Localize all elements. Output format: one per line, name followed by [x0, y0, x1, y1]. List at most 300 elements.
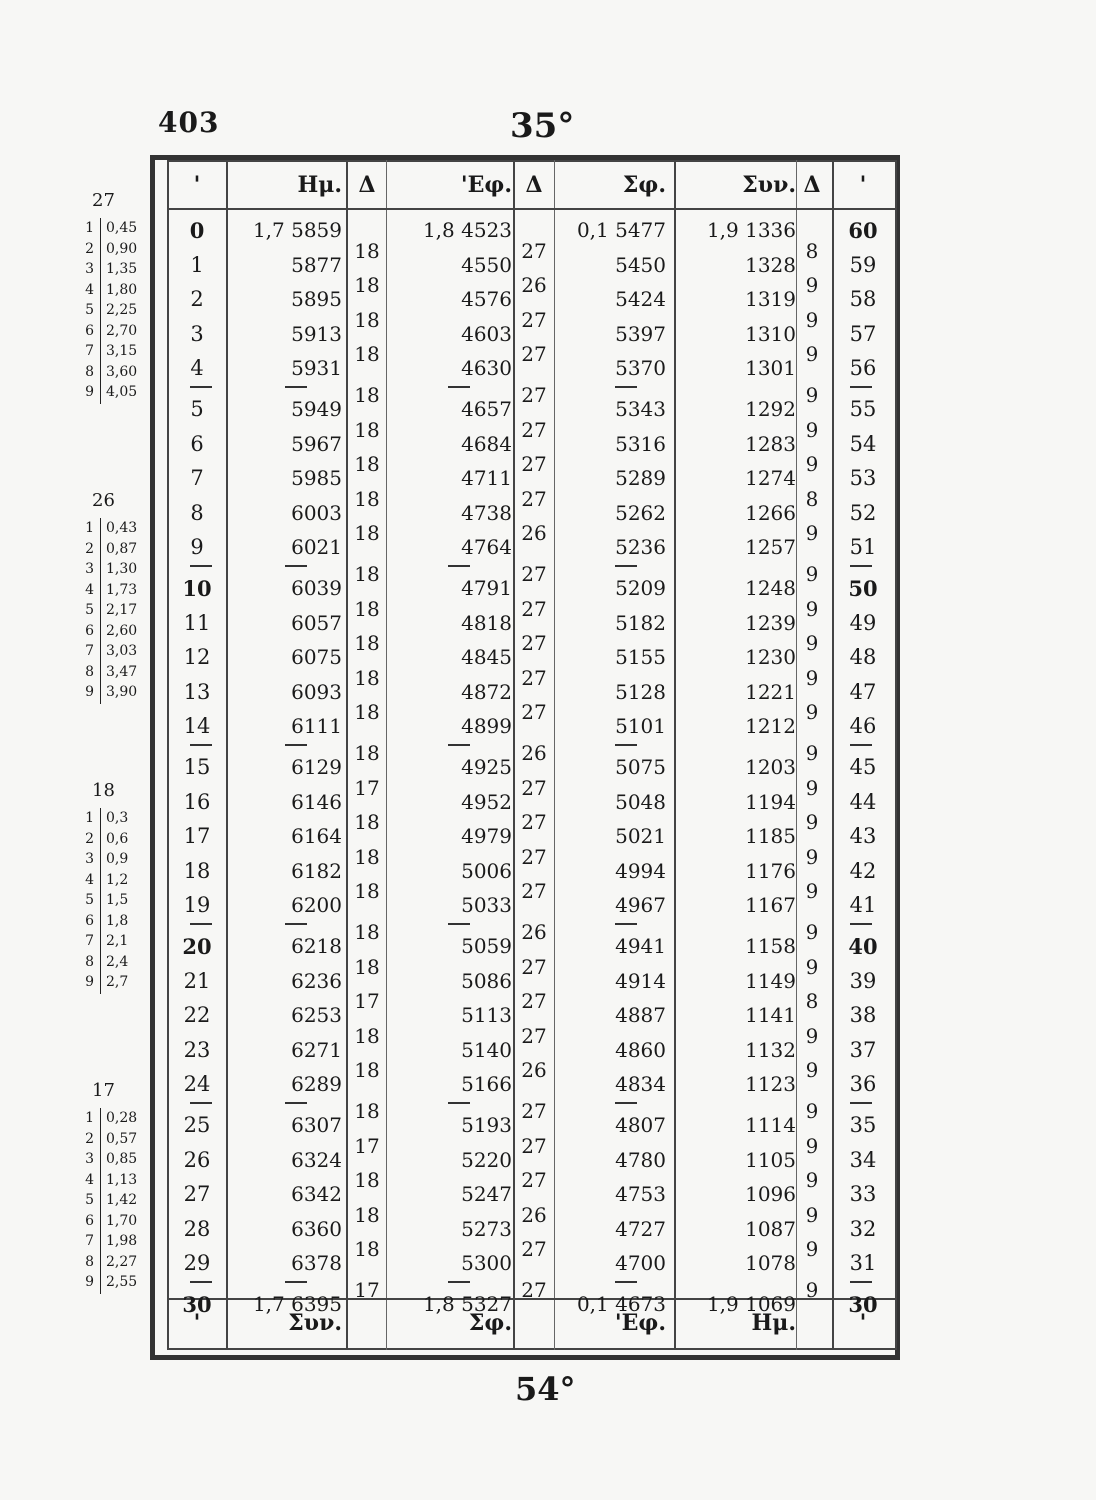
- cell-delta-1: 18: [354, 1237, 380, 1262]
- group-separator: [448, 1102, 470, 1104]
- cell-delta-2: 27: [521, 1168, 547, 1193]
- group-separator: [285, 1102, 307, 1104]
- cell-minute: 7: [190, 466, 204, 491]
- cell-syn: 1,9 1069: [706, 1292, 796, 1316]
- cell-delta-1: 18: [354, 562, 380, 586]
- cell-ef: 5247: [461, 1182, 512, 1207]
- cell-minute-right: 48: [849, 645, 877, 670]
- cell-hm: 5967: [291, 431, 342, 456]
- cell-minute-right: 39: [849, 968, 877, 993]
- cell-hm: 5931: [291, 356, 342, 381]
- cell-delta-1: 18: [354, 452, 380, 477]
- pp-digit: 6: [85, 1212, 94, 1229]
- cell-delta-1: 18: [354, 273, 380, 298]
- group-separator: [190, 386, 212, 388]
- pp-title: 17: [92, 1080, 115, 1101]
- cell-hm: 6253: [291, 1003, 342, 1028]
- group-separator: [850, 386, 872, 388]
- page-number: 403: [158, 106, 220, 139]
- cell-hm: 6378: [291, 1251, 342, 1276]
- cell-hm: 6146: [291, 789, 342, 814]
- cell-sf: 4834: [615, 1072, 666, 1097]
- group-separator: [448, 1281, 470, 1283]
- cell-minute: 29: [183, 1251, 211, 1276]
- cell-minute-right: 57: [849, 321, 877, 346]
- cell-ef: 4550: [461, 252, 512, 277]
- cell-sf: 5021: [615, 824, 666, 849]
- cell-minute: 8: [190, 500, 204, 525]
- degree-heading-bottom: 54°: [515, 1370, 576, 1408]
- cell-delta-2: 27: [521, 879, 547, 904]
- header-top-ef: 'Εφ.: [460, 172, 512, 198]
- cell-minute-right: 32: [849, 1216, 877, 1241]
- pp-value: 1,5: [106, 892, 129, 908]
- cell-delta-1: 17: [354, 989, 380, 1014]
- group-separator: [285, 1281, 307, 1283]
- pp-value: 0,6: [106, 830, 129, 847]
- pp-value: 0,90: [106, 240, 138, 257]
- cell-delta-3: 9: [805, 417, 819, 442]
- cell-delta-2: 27: [521, 562, 547, 586]
- cell-syn: 1266: [745, 500, 796, 525]
- cell-hm: 6342: [291, 1182, 342, 1207]
- cell-ef: 4764: [461, 535, 512, 560]
- cell-delta-1: 17: [354, 1133, 380, 1158]
- cell-delta-2: 27: [521, 307, 547, 332]
- pp-digit: 1: [85, 220, 94, 236]
- group-separator: [850, 565, 872, 567]
- cell-syn: 1149: [745, 968, 796, 993]
- cell-delta-2: 27: [521, 238, 547, 263]
- pp-value: 3,47: [106, 663, 138, 680]
- cell-ef: 4952: [461, 789, 512, 814]
- cell-syn: 1132: [745, 1037, 796, 1062]
- cell-minute: 25: [183, 1113, 211, 1137]
- cell-delta-1: 17: [354, 1278, 380, 1302]
- cell-delta-2: 26: [521, 1202, 547, 1227]
- cell-delta-2: 27: [521, 1023, 547, 1048]
- pp-value: 3,90: [106, 684, 138, 700]
- cell-syn: 1114: [745, 1113, 796, 1137]
- header-top-hm: Ημ.: [297, 172, 342, 198]
- cell-delta-2: 27: [521, 954, 547, 979]
- group-separator: [615, 1102, 637, 1104]
- cell-delta-3: 8: [805, 989, 819, 1014]
- group-separator: [285, 744, 307, 746]
- pp-digit: 3: [85, 261, 94, 277]
- cell-sf: 5048: [615, 789, 666, 814]
- cell-delta-3: 9: [805, 1023, 819, 1048]
- pp-divider: [100, 518, 101, 704]
- group-separator: [190, 1102, 212, 1104]
- cell-minute: 20: [182, 934, 212, 959]
- pp-digit: 5: [85, 602, 94, 618]
- cell-minute-right: 38: [849, 1003, 877, 1028]
- pp-value: 0,28: [106, 1110, 138, 1126]
- cell-delta-1: 18: [354, 238, 380, 263]
- pp-value: 3,03: [106, 643, 138, 659]
- cell-syn: 1257: [745, 535, 796, 560]
- cell-delta-2: 27: [521, 1278, 547, 1302]
- cell-sf: 5424: [615, 287, 666, 312]
- cell-syn: 1328: [745, 252, 796, 277]
- cell-sf: 4994: [615, 858, 666, 883]
- cell-minute-right: 53: [849, 466, 877, 491]
- cell-minute: 22: [183, 1003, 211, 1028]
- pp-digit: 2: [85, 830, 94, 847]
- cell-minute: 14: [183, 714, 211, 739]
- pp-title: 26: [92, 490, 115, 511]
- cell-syn: 1185: [745, 824, 796, 849]
- pp-digit: 5: [85, 892, 94, 908]
- cell-ef: 5300: [461, 1251, 512, 1276]
- pp-title: 18: [92, 780, 115, 801]
- cell-delta-1: 18: [354, 631, 380, 656]
- cell-sf: 5316: [615, 431, 666, 456]
- pp-value: 0,57: [106, 1130, 138, 1147]
- cell-delta-3: 9: [805, 383, 819, 407]
- header-top-syn: Συν.: [742, 172, 796, 198]
- pp-digit: 6: [85, 622, 94, 639]
- pp-digit: 8: [85, 663, 94, 680]
- cell-delta-3: 9: [805, 879, 819, 904]
- pp-value: 2,27: [106, 1253, 138, 1270]
- cell-delta-1: 18: [354, 1058, 380, 1083]
- pp-digit: 4: [85, 1171, 94, 1188]
- cell-ef: 1,8 5327: [422, 1292, 512, 1316]
- cell-hm: 1,7 5859: [252, 218, 342, 242]
- cell-delta-1: 18: [354, 810, 380, 835]
- header-top-sf: Σφ.: [622, 172, 666, 198]
- cell-syn: 1158: [745, 934, 796, 958]
- cell-delta-3: 9: [805, 452, 819, 477]
- cell-minute-right: 44: [849, 789, 877, 814]
- cell-syn: 1310: [745, 321, 796, 346]
- cell-sf: 4914: [615, 968, 666, 993]
- cell-delta-3: 9: [805, 1278, 819, 1302]
- cell-hm: 5949: [291, 397, 342, 421]
- cell-syn: 1239: [745, 610, 796, 635]
- cell-sf: 5182: [615, 610, 666, 635]
- cell-hm: 5985: [291, 466, 342, 491]
- cell-delta-2: 27: [521, 700, 547, 725]
- cell-hm: 6039: [291, 576, 342, 600]
- header-top-delta-2: Δ: [525, 172, 543, 198]
- cell-hm: 5877: [291, 252, 342, 277]
- cell-delta-2: 27: [521, 417, 547, 442]
- cell-hm: 6289: [291, 1072, 342, 1097]
- pp-value: 1,2: [106, 871, 129, 888]
- cell-delta-2: 27: [521, 1099, 547, 1123]
- cell-sf: 4727: [615, 1216, 666, 1241]
- cell-minute-right: 50: [848, 576, 878, 601]
- pp-value: 3,60: [106, 363, 138, 380]
- cell-sf: 4753: [615, 1182, 666, 1207]
- group-separator: [615, 923, 637, 925]
- cell-minute-right: 49: [849, 610, 877, 635]
- cell-hm: 6111: [291, 714, 342, 739]
- cell-delta-1: 18: [354, 741, 380, 765]
- cell-hm: 6200: [291, 893, 342, 918]
- cell-delta-2: 27: [521, 989, 547, 1014]
- cell-sf: 5209: [615, 576, 666, 600]
- cell-delta-2: 27: [521, 452, 547, 477]
- pp-value: 1,42: [106, 1192, 138, 1208]
- pp-value: 1,70: [106, 1212, 138, 1229]
- cell-syn: 1096: [745, 1182, 796, 1207]
- pp-value: 2,70: [106, 322, 138, 339]
- cell-hm: 6307: [291, 1113, 342, 1137]
- cell-sf: 4887: [615, 1003, 666, 1028]
- pp-digit: 2: [85, 540, 94, 557]
- cell-sf: 5370: [615, 356, 666, 381]
- cell-delta-3: 9: [805, 1099, 819, 1123]
- group-separator: [850, 1102, 872, 1104]
- pp-digit: 9: [85, 974, 94, 990]
- pp-digit: 4: [85, 871, 94, 888]
- pp-digit: 3: [85, 851, 94, 867]
- cell-minute-right: 55: [849, 397, 877, 421]
- pp-value: 2,55: [106, 1274, 138, 1290]
- pp-value: 0,9: [106, 851, 129, 867]
- cell-delta-2: 27: [521, 342, 547, 367]
- pp-digit: 3: [85, 1151, 94, 1167]
- cell-minute-right: 33: [849, 1182, 877, 1207]
- pp-divider: [100, 218, 101, 404]
- cell-delta-3: 9: [805, 273, 819, 298]
- header-bottom-sf: 'Εφ.: [614, 1310, 666, 1336]
- pp-value: 2,60: [106, 622, 138, 639]
- cell-sf: 5236: [615, 535, 666, 560]
- cell-minute: 10: [182, 576, 212, 601]
- cell-delta-3: 9: [805, 954, 819, 979]
- cell-hm: 6360: [291, 1216, 342, 1241]
- cell-minute: 2: [190, 287, 204, 312]
- cell-delta-3: 9: [805, 521, 819, 546]
- header-top-minute: ': [193, 172, 201, 198]
- cell-minute-right: 60: [848, 218, 878, 243]
- cell-delta-3: 9: [805, 920, 819, 944]
- cell-minute-right: 45: [849, 755, 877, 779]
- cell-ef: 4711: [461, 466, 512, 491]
- cell-minute-right: 35: [849, 1113, 877, 1137]
- cell-minute-right: 56: [849, 356, 877, 381]
- cell-hm: 6324: [291, 1147, 342, 1172]
- pp-value: 0,85: [106, 1151, 138, 1167]
- cell-sf: 4941: [615, 934, 666, 958]
- cell-hm: 6271: [291, 1037, 342, 1062]
- cell-delta-3: 9: [805, 342, 819, 367]
- cell-hm: 1,7 6395: [252, 1292, 342, 1316]
- cell-minute: 19: [183, 893, 211, 918]
- cell-delta-3: 9: [805, 562, 819, 586]
- cell-hm: 6075: [291, 645, 342, 670]
- pp-value: 1,13: [106, 1171, 138, 1188]
- cell-ef: 4872: [461, 679, 512, 704]
- cell-delta-3: 9: [805, 844, 819, 869]
- pp-digit: 1: [85, 520, 94, 536]
- cell-syn: 1078: [745, 1251, 796, 1276]
- cell-hm: 6236: [291, 968, 342, 993]
- pp-digit: 8: [85, 363, 94, 380]
- cell-ef: 5006: [461, 858, 512, 883]
- group-separator: [190, 565, 212, 567]
- cell-delta-1: 18: [354, 417, 380, 442]
- cell-minute-right: 59: [849, 252, 877, 277]
- header-bottom-minute: ': [193, 1310, 201, 1336]
- cell-ef: 1,8 4523: [422, 218, 512, 242]
- cell-delta-1: 18: [354, 521, 380, 546]
- cell-delta-1: 18: [354, 1023, 380, 1048]
- cell-minute: 18: [183, 858, 211, 883]
- degree-heading-top: 35°: [510, 106, 575, 146]
- group-separator: [448, 923, 470, 925]
- cell-ef: 5113: [461, 1003, 512, 1028]
- cell-minute-right: 42: [849, 858, 877, 883]
- cell-syn: 1087: [745, 1216, 796, 1241]
- group-separator: [615, 1281, 637, 1283]
- cell-delta-1: 18: [354, 342, 380, 367]
- cell-ef: 4657: [461, 397, 512, 421]
- group-separator: [190, 744, 212, 746]
- cell-sf: 5155: [615, 645, 666, 670]
- cell-ef: 4684: [461, 431, 512, 456]
- cell-sf: 5262: [615, 500, 666, 525]
- cell-delta-2: 27: [521, 1133, 547, 1158]
- cell-delta-1: 18: [354, 920, 380, 944]
- cell-syn: 1230: [745, 645, 796, 670]
- cell-hm: 6057: [291, 610, 342, 635]
- cell-minute: 24: [183, 1072, 211, 1097]
- header-top-delta-1: Δ: [358, 172, 376, 198]
- pp-value: 3,15: [106, 343, 138, 359]
- cell-minute: 21: [183, 968, 211, 993]
- pp-value: 2,25: [106, 302, 138, 318]
- cell-minute: 27: [183, 1182, 211, 1207]
- cell-delta-3: 9: [805, 1133, 819, 1158]
- pp-value: 0,43: [106, 520, 138, 536]
- cell-ef: 5140: [461, 1037, 512, 1062]
- cell-ef: 4979: [461, 824, 512, 849]
- group-separator: [850, 744, 872, 746]
- cell-minute-right: 34: [849, 1147, 877, 1172]
- pp-value: 4,05: [106, 384, 138, 400]
- cell-ef: 4630: [461, 356, 512, 381]
- cell-hm: 6182: [291, 858, 342, 883]
- cell-minute: 12: [183, 645, 211, 670]
- cell-delta-3: 9: [805, 665, 819, 690]
- pp-digit: 9: [85, 684, 94, 700]
- cell-delta-1: 18: [354, 486, 380, 511]
- cell-minute: 17: [183, 824, 211, 849]
- cell-delta-2: 26: [521, 521, 547, 546]
- pp-digit: 4: [85, 581, 94, 598]
- pp-divider: [100, 808, 101, 994]
- cell-minute: 0: [189, 218, 205, 243]
- pp-value: 2,7: [106, 974, 129, 990]
- cell-ef: 4925: [461, 755, 512, 779]
- pp-title: 27: [92, 190, 115, 211]
- header-top-minute-right: ': [859, 172, 867, 198]
- cell-delta-3: 9: [805, 1237, 819, 1262]
- cell-sf: 5343: [615, 397, 666, 421]
- group-separator: [448, 744, 470, 746]
- cell-delta-1: 18: [354, 700, 380, 725]
- cell-sf: 5128: [615, 679, 666, 704]
- cell-sf: 4807: [615, 1113, 666, 1137]
- cell-delta-1: 18: [354, 1099, 380, 1123]
- pp-digit: 9: [85, 384, 94, 400]
- pp-digit: 4: [85, 281, 94, 298]
- cell-delta-3: 9: [805, 1058, 819, 1083]
- pp-value: 1,30: [106, 561, 138, 577]
- cell-minute-right: 46: [849, 714, 877, 739]
- cell-minute-right: 37: [849, 1037, 877, 1062]
- cell-delta-2: 26: [521, 920, 547, 944]
- cell-ef: 4791: [461, 576, 512, 600]
- cell-minute-right: 54: [849, 431, 877, 456]
- pp-digit: 1: [85, 1110, 94, 1126]
- cell-ef: 5033: [461, 893, 512, 918]
- cell-minute: 3: [190, 321, 204, 346]
- cell-syn: 1319: [745, 287, 796, 312]
- group-separator: [190, 1281, 212, 1283]
- cell-minute-right: 41: [849, 893, 877, 918]
- cell-delta-2: 26: [521, 273, 547, 298]
- cell-syn: 1301: [745, 356, 796, 381]
- group-separator: [448, 386, 470, 388]
- group-separator: [615, 744, 637, 746]
- cell-delta-1: 18: [354, 879, 380, 904]
- pp-value: 2,1: [106, 933, 129, 949]
- cell-ef: 5166: [461, 1072, 512, 1097]
- cell-minute: 30: [182, 1292, 212, 1317]
- pp-digit: 7: [85, 343, 94, 359]
- cell-syn: 1194: [745, 789, 796, 814]
- cell-syn: 1203: [745, 755, 796, 779]
- cell-ef: 4818: [461, 610, 512, 635]
- cell-delta-2: 26: [521, 1058, 547, 1083]
- pp-digit: 6: [85, 322, 94, 339]
- cell-delta-2: 27: [521, 810, 547, 835]
- cell-hm: 6129: [291, 755, 342, 779]
- cell-hm: 6218: [291, 934, 342, 958]
- group-separator: [850, 1281, 872, 1283]
- pp-digit: 5: [85, 1192, 94, 1208]
- cell-sf: 0,1 4673: [576, 1292, 666, 1316]
- header-bottom-syn: Ημ.: [751, 1310, 796, 1336]
- cell-minute: 6: [190, 431, 204, 456]
- cell-ef: 4576: [461, 287, 512, 312]
- cell-ef: 5059: [461, 934, 512, 958]
- cell-syn: 1,9 1336: [706, 218, 796, 242]
- cell-sf: 5289: [615, 466, 666, 491]
- cell-sf: 4860: [615, 1037, 666, 1062]
- header-rule: [167, 208, 897, 210]
- cell-delta-3: 9: [805, 1202, 819, 1227]
- cell-delta-1: 18: [354, 954, 380, 979]
- cell-sf: 4967: [615, 893, 666, 918]
- cell-minute: 16: [183, 789, 211, 814]
- cell-minute-right: 52: [849, 500, 877, 525]
- pp-value: 1,35: [106, 261, 138, 277]
- group-separator: [285, 923, 307, 925]
- cell-syn: 1274: [745, 466, 796, 491]
- cell-delta-2: 27: [521, 383, 547, 407]
- cell-delta-3: 9: [805, 307, 819, 332]
- group-separator: [285, 565, 307, 567]
- cell-ef: 5086: [461, 968, 512, 993]
